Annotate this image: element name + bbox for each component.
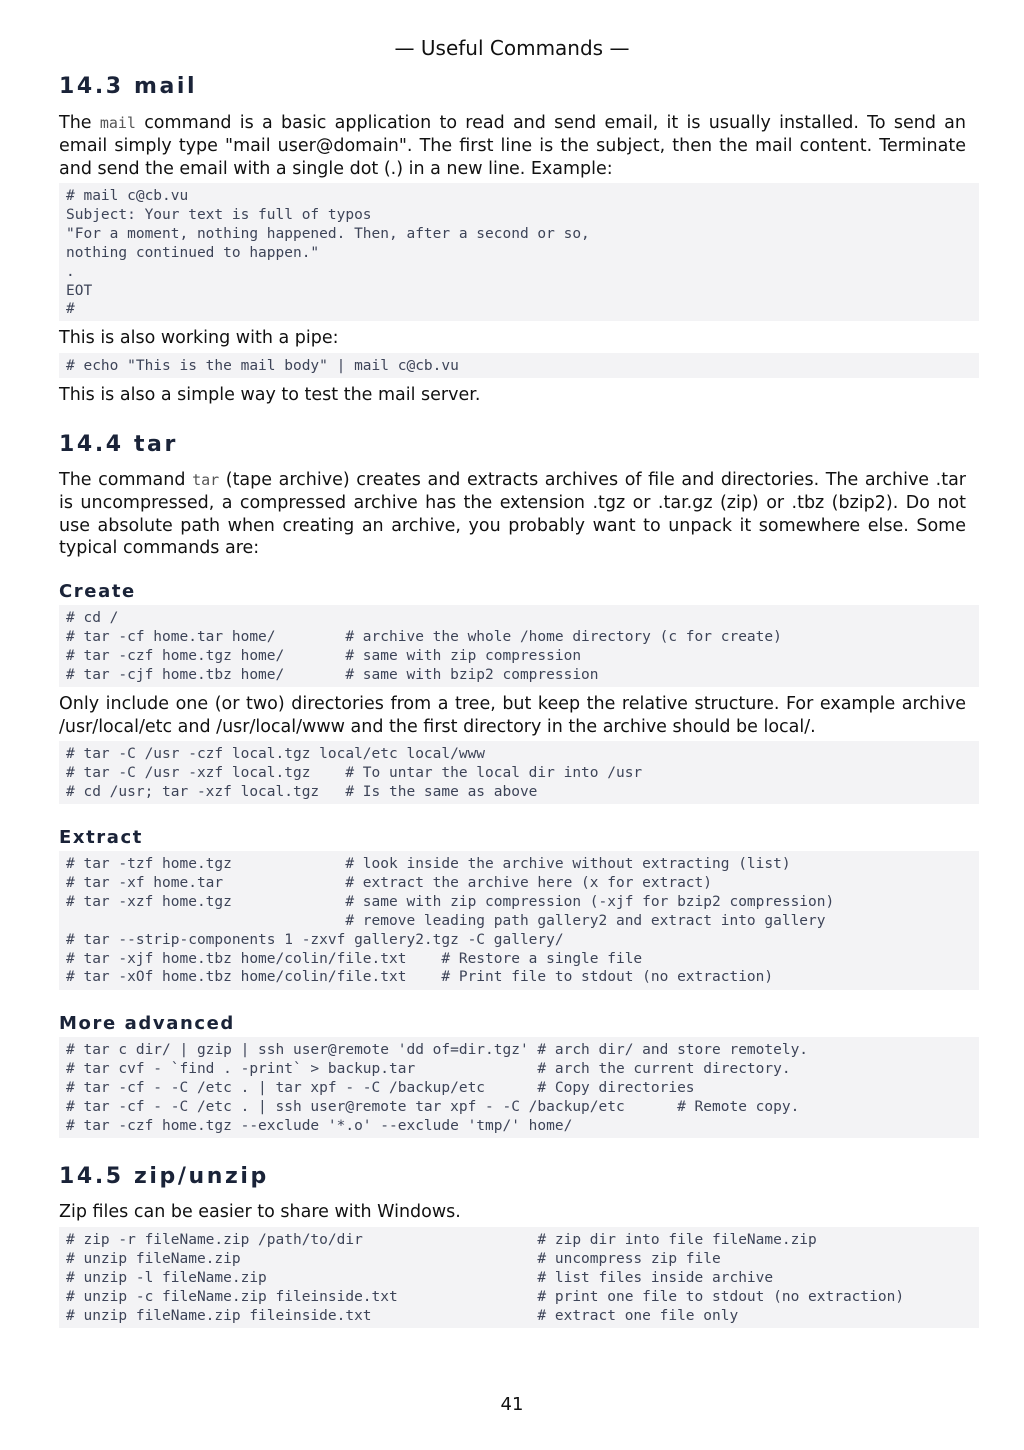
code-block-zip: # zip -r fileName.zip /path/to/dir # zip dir into file fileName.zip # unzip fileName.zip # uncompress zip file # unzip -l fileName.zip # list files inside archive # unzip -c fileName.zip fileinside.txt # print one file to stdout (no extraction) # unzip fileName.zip fileinside.txt # extract one file only xyxy=(59,1227,979,1328)
section-heading-mail: 14.3 mail xyxy=(59,74,198,99)
inline-code-mail: mail xyxy=(99,114,136,132)
mail-intro-paragraph: The mail command is a basic application to read and send email, it is usually installed. To send an email simply type "mail user@domain". The first line is the subject, then the mail content. Terminate and send the email with a single dot (.) in a new line. Example: xyxy=(59,113,966,179)
relative-structure-paragraph: Only include one (or two) directories from a tree, but keep the relative structure. For example archive /usr/local/etc and /usr/local/www and the first directory in the archive should be local/. xyxy=(59,694,966,737)
running-header: — Useful Commands — xyxy=(394,36,630,60)
section-heading-zip: 14.5 zip/unzip xyxy=(59,1164,269,1189)
subheading-create: Create xyxy=(59,581,136,602)
subheading-more-advanced: More advanced xyxy=(59,1013,235,1034)
code-block-tar-advanced: # tar c dir/ | gzip | ssh user@remote 'dd of=dir.tgz' # arch dir/ and store remotely. # tar cvf - `find . -print` > backup.tar # arch the current directory. # tar -cf - -C /etc . | tar xpf - -C /backup/etc # Copy directories # tar -cf - -C /etc . | ssh user@remote tar xpf - -C /backup/etc # Remote copy. # tar -czf home.tgz --exclude '*.o' --exclude 'tmp/' home/ xyxy=(59,1037,979,1138)
code-block-mail-example: # mail c@cb.vu Subject: Your text is full of typos "For a moment, nothing happened. Then, after a second or so, nothing continued to happen." . EOT # xyxy=(59,183,979,321)
tar-intro-paragraph: The command tar (tape archive) creates and extracts archives of file and directories. The archive .tar is uncompressed, a compressed archive has the extension .tgz or .tar.gz (zip) or .tbz (bzip2). Do not use absolute path when creating an archive, you probably want to unpack it somewhere else. Some typical commands are: xyxy=(59,470,966,559)
mail-test-paragraph: This is also a simple way to test the mail server. xyxy=(59,385,481,405)
code-block-tar-create: # cd / # tar -cf home.tar home/ # archive the whole /home directory (c for create) # tar -czf home.tgz home/ # same with zip compression # tar -cjf home.tbz home/ # same with bzip2 compression xyxy=(59,605,979,687)
inline-code-tar: tar xyxy=(192,471,220,489)
subheading-extract: Extract xyxy=(59,827,144,848)
code-block-tar-relative: # tar -C /usr -czf local.tgz local/etc local/www # tar -C /usr -xzf local.tgz # To untar the local dir into /usr # cd /usr; tar -xzf local.tgz # Is the same as above xyxy=(59,741,979,804)
section-heading-tar: 14.4 tar xyxy=(59,432,178,457)
pipe-paragraph: This is also working with a pipe: xyxy=(59,328,339,348)
page-number: 41 xyxy=(500,1394,524,1415)
code-block-tar-extract: # tar -tzf home.tgz # look inside the archive without extracting (list) # tar -xf home.tar # extract the archive here (x for extract) # tar -xzf home.tgz # same with zip compression (-xjf for bzip2 compression) # remove leading path gallery2 and extract into gallery # tar --strip-components 1 -zxvf gallery2.tgz -C gallery/ # tar -xjf home.tbz home/colin/file.txt # Restore a single file # tar -xOf home.tbz home/colin/file.txt # Print file to stdout (no extraction) xyxy=(59,851,979,990)
code-block-mail-pipe: # echo "This is the mail body" | mail c@cb.vu xyxy=(59,353,979,378)
zip-intro-paragraph: Zip files can be easier to share with Windows. xyxy=(59,1202,461,1222)
